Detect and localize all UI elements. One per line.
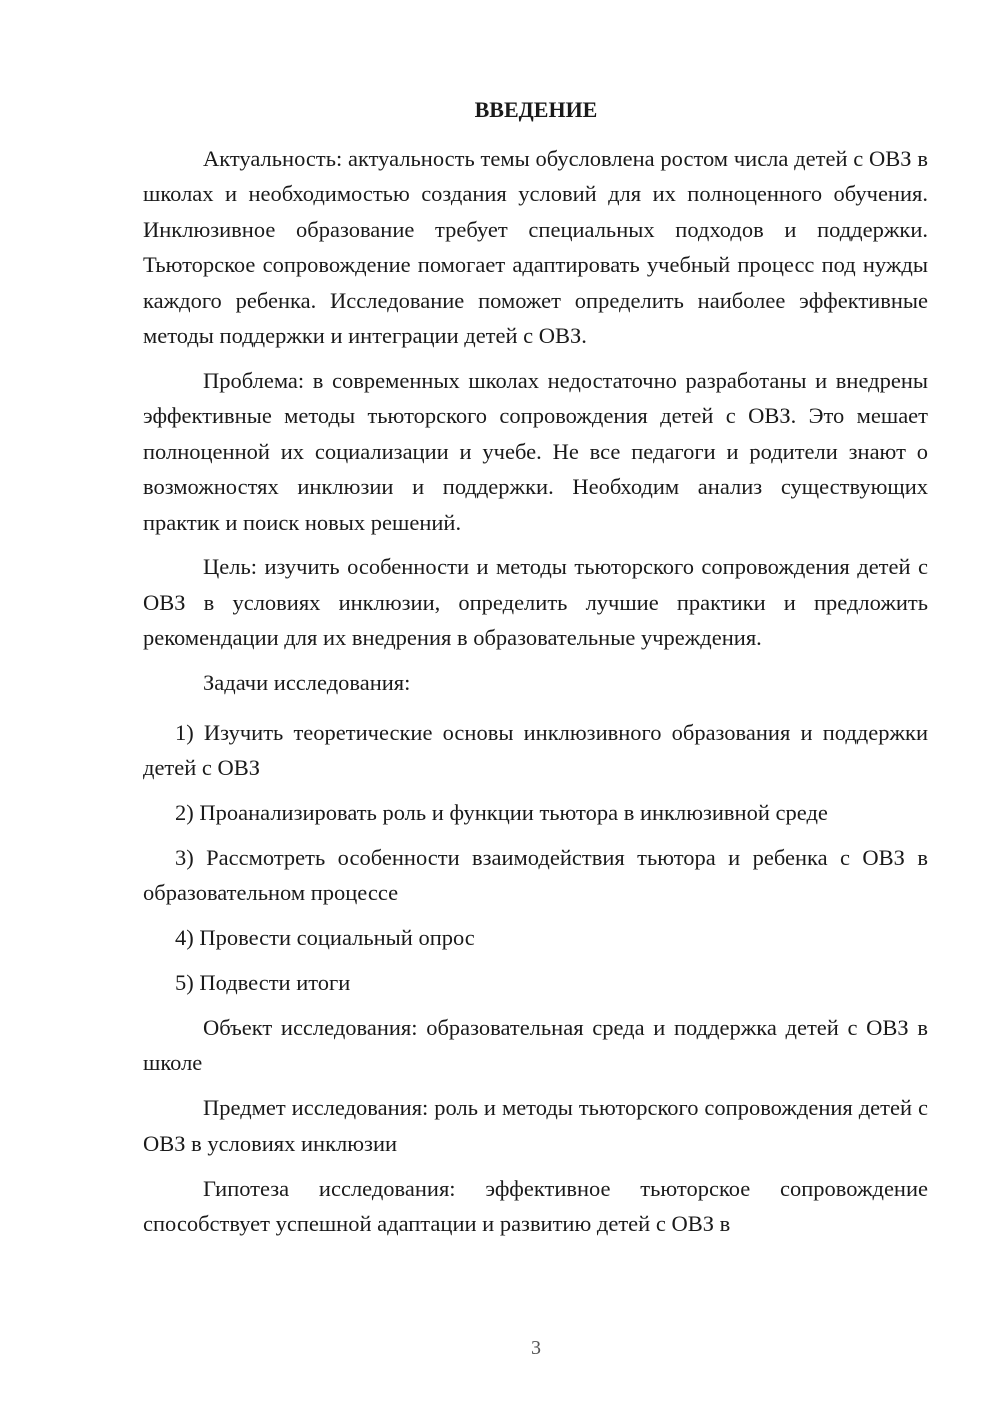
- task-item: 1) Изучить теоретические основы инклюзивного образования и поддержки детей с ОВЗ: [143, 719, 928, 780]
- task-item: 3) Рассмотреть особенности взаимодействия тьютора и ребенка с ОВЗ в образовательном процессе: [143, 844, 928, 906]
- document-body: [143, 141, 928, 1241]
- task-item: 4) Провести социальный опрос: [175, 925, 475, 951]
- paragraph-hypothesis: Гипотеза исследования: эффективное тьюторское сопровождение способствует успешной адаптации и развитию детей с ОВЗ в: [143, 1175, 928, 1236]
- paragraph-subject: Предмет исследования: роль и методы тьюторского сопровождения детей с ОВЗ в условиях инклюзии: [143, 1095, 928, 1156]
- task-item: 5) Подвести итоги: [175, 970, 351, 996]
- paragraph-relevance: Актуальность: актуальность темы обусловлена ростом числа детей с ОВЗ в школах и необходимостью создания условий для их полноценного обучения. Инклюзивное образование требует специальных подходов и поддержки. Тьюторское сопровождение помогает адаптировать учебный процесс под нужды каждого ребенка. Исследование поможет определить наиболее эффективные методы поддержки и интеграции детей с ОВЗ.: [143, 146, 928, 349]
- tasks-title: Задачи исследования:: [203, 670, 411, 696]
- page-title: ВВЕДЕНИЕ: [474, 97, 598, 122]
- paragraph-problem: Проблема: в современных школах недостаточно разработаны и внедрены эффективные методы тьюторского сопровождения детей с ОВЗ. Это мешает полноценной их социализации и учебе. Не все педагоги и родители знают о возможностях инклюзии и поддержки. Необходим анализ существующих практик и поиск новых решений.: [143, 367, 928, 535]
- paragraph-goal: Цель: изучить особенности и методы тьюторского сопровождения детей с ОВЗ в условиях инклюзии, определить лучшие практики и предложить рекомендации для их внедрения в образовательные учреждения.: [143, 554, 928, 651]
- task-item: 2) Проанализировать роль и функции тьютора в инклюзивной среде: [175, 799, 828, 825]
- paragraph-object: Объект исследования: образовательная среда и поддержка детей с ОВЗ в школе: [143, 1014, 928, 1076]
- page-number: 3: [531, 1337, 541, 1359]
